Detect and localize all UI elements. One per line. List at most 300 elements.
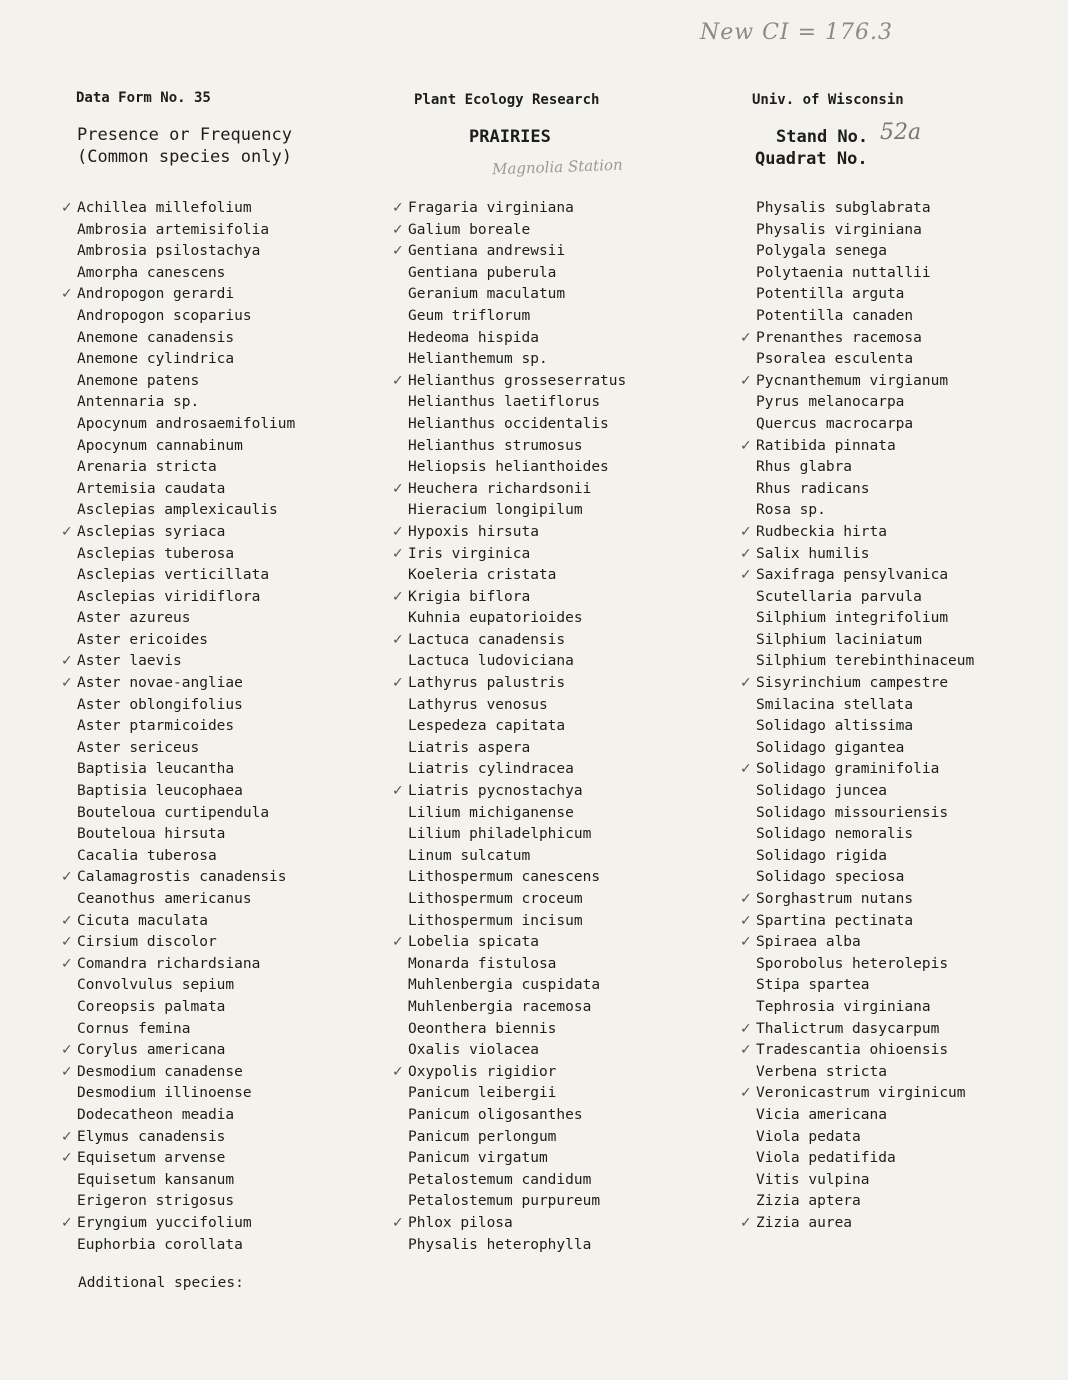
species-name: Solidago gigantea (756, 739, 905, 756)
species-name: Arenaria stricta (77, 459, 217, 476)
species-item (77, 997, 295, 1019)
species-name: Solidago juncea (756, 783, 887, 800)
species-item (408, 1105, 626, 1127)
species-name: Lithospermum croceum (408, 891, 583, 907)
species-name: Sporobolus heterolepis (756, 955, 949, 972)
species-item (77, 738, 295, 760)
species-item (408, 392, 626, 414)
species-item (77, 1170, 295, 1192)
species-item (77, 328, 295, 350)
species-item (61, 911, 295, 933)
species-name: Polytaenia nuttallii (756, 264, 931, 281)
species-item (77, 630, 295, 652)
species-item (740, 565, 974, 587)
checkmark-icon: ✓ (61, 523, 73, 540)
checkmark-icon: ✓ (61, 869, 73, 886)
species-item (408, 1040, 626, 1062)
species-name: Panicum leibergii (408, 1085, 557, 1102)
checkmark-icon: ✓ (740, 545, 752, 562)
species-name: Helianthus laetiflorus (408, 394, 601, 411)
page-title: PRAIRIES (469, 127, 551, 147)
species-name: Galium boreale (408, 221, 531, 238)
species-name: Lathyrus palustris (408, 675, 566, 692)
species-item (392, 198, 626, 220)
species-name: Helianthus occidentalis (408, 415, 609, 432)
species-name: Silphium laciniatum (756, 631, 922, 648)
species-name: Phlox pilosa (408, 1214, 513, 1231)
species-name: Oeonthera biennis (408, 1020, 557, 1037)
species-name: Solidago graminifolia (756, 761, 940, 778)
species-item (408, 414, 626, 436)
checkmark-icon: ✓ (61, 1042, 73, 1059)
species-name: Asclepias verticillata (77, 567, 270, 584)
species-item (408, 1019, 626, 1041)
checkmark-icon: ✓ (392, 480, 404, 497)
species-item (740, 1040, 974, 1062)
species-name: Koeleria cristata (408, 567, 557, 584)
species-name: Oxypolis rigidior (408, 1063, 557, 1080)
presence-line-1: Presence or Frequency (77, 125, 292, 145)
species-item (756, 306, 974, 328)
species-item (77, 889, 295, 911)
species-column-3 (740, 198, 975, 1235)
handwritten-ci-note: New CI = 176.3 (700, 20, 894, 45)
species-item (740, 328, 974, 350)
species-item (740, 911, 974, 933)
species-name: Aster novae-angliae (77, 675, 243, 692)
species-name: Solidago nemoralis (756, 826, 914, 843)
checkmark-icon: ✓ (740, 891, 752, 907)
species-item (77, 1191, 295, 1213)
species-item (756, 1127, 974, 1149)
species-name: Vicia americana (756, 1106, 887, 1123)
species-item (392, 1213, 626, 1235)
checkmark-icon: ✓ (61, 675, 73, 692)
species-name: Lathyrus venosus (408, 696, 548, 713)
checkmark-icon: ✓ (61, 934, 73, 951)
species-name: Sorghastrum nutans (756, 891, 914, 907)
species-item (756, 608, 974, 630)
checkmark-icon: ✓ (740, 1214, 752, 1231)
species-item (408, 889, 626, 911)
species-name: Calamagrostis canadensis (77, 869, 287, 886)
species-item (61, 522, 295, 544)
species-item (756, 781, 974, 803)
species-item (61, 198, 295, 220)
species-name: Rhus glabra (756, 459, 853, 476)
checkmark-icon: ✓ (740, 372, 752, 389)
species-item (77, 803, 295, 825)
species-name: Solidago speciosa (756, 869, 905, 886)
species-name: Bouteloua hirsuta (77, 826, 226, 843)
species-name: Amorpha canescens (77, 264, 226, 281)
species-item (740, 544, 974, 566)
form-number: Data Form No. 35 (76, 90, 211, 106)
handwritten-station: Magnolia Station (491, 155, 623, 179)
species-name: Liatris aspera (408, 739, 531, 756)
species-name: Lactuca canadensis (408, 631, 566, 648)
species-item (408, 716, 626, 738)
species-name: Achillea millefolium (77, 200, 252, 216)
species-name: Liatris cylindracea (408, 761, 574, 778)
species-name: Quercus macrocarpa (756, 415, 914, 432)
species-item (61, 932, 295, 954)
checkmark-icon: ✓ (392, 372, 404, 389)
species-name: Oxalis violacea (408, 1042, 539, 1059)
species-name: Petalostemum candidum (408, 1171, 592, 1188)
species-name: Ceanothus americanus (77, 891, 252, 907)
species-column-1 (61, 198, 296, 1256)
species-item (77, 975, 295, 997)
species-name: Aster ptarmicoides (77, 718, 235, 735)
species-item (77, 759, 295, 781)
species-name: Polygala senega (756, 243, 887, 260)
species-item (756, 803, 974, 825)
species-name: Pyrus melanocarpa (756, 394, 905, 411)
species-name: Silphium integrifolium (756, 610, 949, 627)
species-name: Helianthus grosseserratus (408, 372, 627, 389)
species-item (756, 284, 974, 306)
species-name: Pycnanthemum virgianum (756, 372, 949, 389)
species-name: Hypoxis hirsuta (408, 523, 539, 540)
species-name: Krigia biflora (408, 588, 531, 605)
species-name: Anemone cylindrica (77, 351, 235, 368)
species-item (408, 1148, 626, 1170)
checkmark-icon: ✓ (392, 934, 404, 951)
species-item (392, 371, 627, 393)
species-item (408, 997, 626, 1019)
species-name: Geum triflorum (408, 307, 531, 324)
checkmark-icon: ✓ (740, 523, 752, 540)
checkmark-icon: ✓ (740, 567, 752, 584)
species-name: Sisyrinchium campestre (756, 675, 949, 692)
species-item (740, 1213, 974, 1235)
species-item (77, 1235, 295, 1257)
species-item (77, 371, 295, 393)
checkmark-icon: ✓ (740, 912, 752, 929)
species-item (740, 436, 974, 458)
species-item (77, 500, 295, 522)
checkmark-icon: ✓ (61, 1214, 73, 1231)
species-name: Andropogon gerardi (77, 286, 235, 303)
species-item (408, 975, 626, 997)
species-name: Tradescantia ohioensis (756, 1042, 949, 1059)
checkmark-icon: ✓ (61, 955, 73, 972)
species-name: Helianthemum sp. (408, 351, 548, 368)
species-item (392, 630, 626, 652)
species-item (756, 630, 974, 652)
species-name: Rosa sp. (756, 502, 826, 519)
species-item (756, 1170, 974, 1192)
stand-value: 52a (880, 120, 922, 145)
checkmark-icon: ✓ (740, 934, 752, 951)
species-item (408, 457, 626, 479)
species-name: Verbena stricta (756, 1063, 887, 1080)
species-name: Zizia aptera (756, 1193, 861, 1210)
species-item (77, 544, 295, 566)
species-name: Viola pedata (756, 1128, 861, 1145)
species-name: Dodecatheon meadia (77, 1106, 235, 1123)
species-name: Physalis heterophylla (408, 1236, 592, 1253)
species-item (77, 1083, 295, 1105)
species-name: Apocynum cannabinum (77, 437, 243, 454)
checkmark-icon: ✓ (392, 523, 404, 540)
species-item (756, 1191, 974, 1213)
species-name: Comandra richardsiana (77, 955, 261, 972)
species-name: Desmodium illinoense (77, 1085, 252, 1102)
species-item (77, 414, 295, 436)
species-name: Ambrosia artemisifolia (77, 221, 270, 238)
species-item (392, 544, 626, 566)
species-item (408, 759, 626, 781)
species-item (392, 781, 626, 803)
species-name: Aster laevis (77, 653, 182, 670)
species-name: Convolvulus sepium (77, 977, 235, 994)
species-item (77, 349, 295, 371)
species-name: Lilium michiganense (408, 804, 574, 821)
species-name: Muhlenbergia racemosa (408, 998, 592, 1015)
species-name: Smilacina stellata (756, 696, 914, 713)
species-name: Helianthus strumosus (408, 437, 583, 454)
species-name: Corylus americana (77, 1042, 226, 1059)
checkmark-icon: ✓ (61, 912, 73, 929)
species-name: Erigeron strigosus (77, 1193, 235, 1210)
species-name: Stipa spartea (756, 977, 870, 994)
checkmark-icon: ✓ (740, 437, 752, 454)
species-name: Geranium maculatum (408, 286, 566, 303)
species-item (77, 824, 295, 846)
species-item (61, 673, 295, 695)
species-item (392, 241, 626, 263)
additional-species-label: Additional species: (78, 1275, 244, 1291)
checkmark-icon: ✓ (61, 1063, 73, 1080)
species-name: Spartina pectinata (756, 912, 914, 929)
species-item (392, 932, 626, 954)
species-item (756, 824, 974, 846)
species-item (756, 846, 974, 868)
species-item (756, 975, 974, 997)
species-name: Physalis subglabrata (756, 200, 931, 216)
species-item (740, 1083, 974, 1105)
species-item (408, 1235, 626, 1257)
species-item (756, 241, 974, 263)
species-item (77, 479, 295, 501)
species-item (392, 673, 626, 695)
species-name: Gentiana puberula (408, 264, 557, 281)
species-item (756, 695, 974, 717)
species-item (756, 414, 974, 436)
checkmark-icon: ✓ (61, 200, 73, 216)
species-name: Asclepias tuberosa (77, 545, 235, 562)
checkmark-icon: ✓ (61, 1150, 73, 1167)
species-item (392, 522, 626, 544)
species-item (756, 1062, 974, 1084)
species-item (740, 932, 974, 954)
species-name: Fragaria virginiana (408, 200, 574, 216)
species-name: Cirsium discolor (77, 934, 217, 951)
species-item (392, 220, 626, 242)
species-item (408, 738, 626, 760)
species-item (408, 695, 626, 717)
species-item (756, 263, 974, 285)
species-item (740, 673, 974, 695)
species-name: Spiraea alba (756, 934, 861, 951)
checkmark-icon: ✓ (61, 286, 73, 303)
species-item (408, 263, 626, 285)
species-name: Hieracium longipilum (408, 502, 583, 519)
species-item (77, 608, 295, 630)
species-item (77, 263, 295, 285)
species-item (61, 1062, 295, 1084)
species-name: Scutellaria parvula (756, 588, 922, 605)
species-name: Baptisia leucophaea (77, 783, 243, 800)
species-name: Potentilla arguta (756, 286, 905, 303)
species-item (740, 522, 974, 544)
species-name: Equisetum kansanum (77, 1171, 235, 1188)
species-item (77, 1105, 295, 1127)
species-item (408, 500, 626, 522)
species-item (61, 1213, 295, 1235)
species-item (77, 587, 295, 609)
species-name: Vitis vulpina (756, 1171, 870, 1188)
species-name: Aster ericoides (77, 631, 208, 648)
species-item (408, 1191, 626, 1213)
species-item (61, 1127, 295, 1149)
species-name: Lobelia spicata (408, 934, 539, 951)
checkmark-icon: ✓ (740, 761, 752, 778)
species-name: Asclepias viridiflora (77, 588, 261, 605)
species-name: Psoralea esculenta (756, 351, 914, 368)
species-name: Thalictrum dasycarpum (756, 1020, 940, 1037)
species-item (77, 241, 295, 263)
species-name: Salix humilis (756, 545, 870, 562)
species-name: Heuchera richardsonii (408, 480, 592, 497)
species-item (408, 349, 626, 371)
species-item (740, 371, 974, 393)
species-item (408, 328, 626, 350)
checkmark-icon: ✓ (392, 1214, 404, 1231)
species-item (408, 306, 626, 328)
species-name: Lactuca ludoviciana (408, 653, 574, 670)
species-item (756, 954, 974, 976)
species-item (408, 803, 626, 825)
species-item (740, 759, 974, 781)
species-item (61, 1040, 295, 1062)
species-item (77, 565, 295, 587)
species-name: Silphium terebinthinaceum (756, 653, 975, 670)
species-name: Eryngium yuccifolium (77, 1214, 252, 1231)
species-name: Aster sericeus (77, 739, 200, 756)
species-name: Rudbeckia hirta (756, 523, 887, 540)
species-item (408, 911, 626, 933)
checkmark-icon: ✓ (740, 675, 752, 692)
species-item (408, 954, 626, 976)
research-label: Plant Ecology Research (414, 92, 600, 108)
species-name: Physalis virginiana (756, 221, 922, 238)
species-name: Anemone canadensis (77, 329, 235, 346)
species-item (740, 1019, 974, 1041)
checkmark-icon: ✓ (61, 653, 73, 670)
species-name: Kuhnia eupatorioides (408, 610, 583, 627)
species-item (61, 867, 295, 889)
species-name: Petalostemum purpureum (408, 1193, 601, 1210)
species-item (392, 587, 626, 609)
species-name: Hedeoma hispida (408, 329, 539, 346)
species-item (77, 695, 295, 717)
stand-label: Stand No. (776, 127, 869, 147)
species-name: Iris virginica (408, 545, 531, 562)
species-name: Solidago missouriensis (756, 804, 949, 821)
species-name: Elymus canadensis (77, 1128, 226, 1145)
species-item (756, 198, 974, 220)
species-name: Cornus femina (77, 1020, 191, 1037)
checkmark-icon: ✓ (392, 200, 404, 216)
checkmark-icon: ✓ (392, 221, 404, 238)
species-name: Cicuta maculata (77, 912, 208, 929)
species-name: Potentilla canaden (756, 307, 914, 324)
species-name: Panicum oligosanthes (408, 1106, 583, 1123)
species-item (77, 1019, 295, 1041)
checkmark-icon: ✓ (740, 1042, 752, 1059)
species-item (756, 457, 974, 479)
species-item (392, 479, 626, 501)
university-label: Univ. of Wisconsin (752, 92, 904, 108)
species-name: Desmodium canadense (77, 1063, 243, 1080)
species-item (77, 436, 295, 458)
species-name: Heliopsis helianthoides (408, 459, 609, 476)
species-item (756, 997, 974, 1019)
species-name: Asclepias amplexicaulis (77, 502, 278, 519)
species-name: Cacalia tuberosa (77, 847, 217, 864)
species-name: Anemone patens (77, 372, 200, 389)
species-item (756, 1105, 974, 1127)
species-item (77, 392, 295, 414)
species-item (392, 1062, 626, 1084)
species-name: Coreopsis palmata (77, 998, 226, 1015)
species-name: Solidago altissima (756, 718, 914, 735)
species-item (408, 565, 626, 587)
species-item (408, 608, 626, 630)
species-item (61, 1148, 295, 1170)
species-item (408, 284, 626, 306)
species-name: Lithospermum canescens (408, 869, 601, 886)
checkmark-icon: ✓ (392, 783, 404, 800)
species-name: Antennaria sp. (77, 394, 200, 411)
species-name: Asclepias syriaca (77, 523, 226, 540)
checkmark-icon: ✓ (392, 1063, 404, 1080)
species-item (77, 846, 295, 868)
species-name: Muhlenbergia cuspidata (408, 977, 601, 994)
species-name: Euphorbia corollata (77, 1236, 243, 1253)
checkmark-icon: ✓ (392, 545, 404, 562)
species-item (408, 1083, 626, 1105)
species-name: Linum sulcatum (408, 847, 531, 864)
species-item (408, 436, 626, 458)
species-item (77, 306, 295, 328)
species-name: Ratibida pinnata (756, 437, 896, 454)
species-item (756, 587, 974, 609)
species-name: Zizia aurea (756, 1214, 853, 1231)
species-item (756, 500, 974, 522)
species-name: Rhus radicans (756, 480, 870, 497)
species-name: Gentiana andrewsii (408, 243, 566, 260)
species-item (408, 867, 626, 889)
species-item (756, 392, 974, 414)
species-item (756, 1148, 974, 1170)
quadrat-label: Quadrat No. (755, 149, 868, 169)
checkmark-icon: ✓ (392, 675, 404, 692)
checkmark-icon: ✓ (392, 243, 404, 260)
